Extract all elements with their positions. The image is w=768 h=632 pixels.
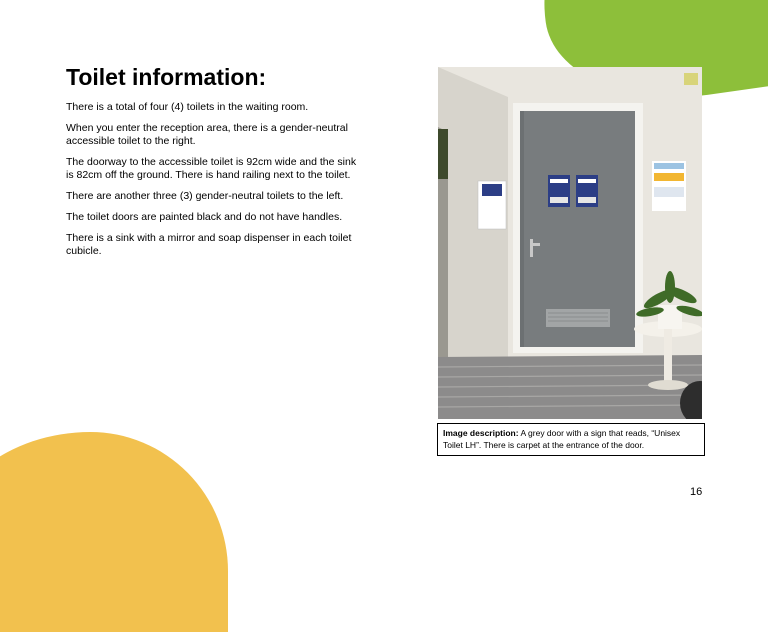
toilet-door-photo xyxy=(438,67,702,419)
paragraph: There is a total of four (4) toilets in the waiting room. xyxy=(66,101,309,113)
caption-text: A grey door with a sign that reads, “Unisex Toilet LH”. There is carpet at the entrance of the door. xyxy=(443,428,681,450)
paragraph: When you enter the reception area, there is a gender-neutral accessible toilet to the right. xyxy=(66,122,348,147)
page-number: 16 xyxy=(690,486,703,498)
paragraph: The toilet doors are painted black and do not have handles. xyxy=(66,211,343,223)
page-title: Toilet information: xyxy=(66,64,267,90)
paragraph: There are another three (3) gender-neutral toilets to the left. xyxy=(66,190,344,202)
body-text xyxy=(66,101,366,266)
paragraph: There is a sink with a mirror and soap dispenser in each toilet cubicle. xyxy=(66,232,352,257)
image-description xyxy=(437,423,705,456)
caption-label: Image description: xyxy=(443,428,519,438)
paragraph: The doorway to the accessible toilet is 92cm wide and the sink is 82cm off the ground. There is hand railing next to the toilet. xyxy=(66,156,357,181)
decorative-yellow-shape xyxy=(0,432,228,632)
